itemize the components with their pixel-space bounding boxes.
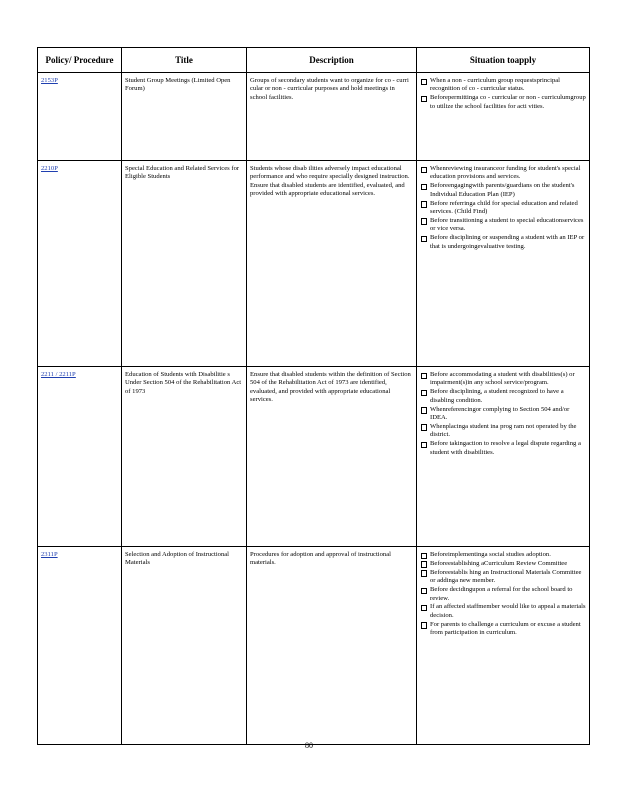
title-cell bbox=[122, 161, 247, 367]
checkbox-bullet-icon bbox=[421, 236, 427, 243]
list-item: Before disciplining or suspending a student with an IEP or that is undergoingevaluative testing. bbox=[420, 234, 586, 251]
description-cell bbox=[247, 367, 417, 547]
list-item: Whenreviewing insuranceor funding for student's special education provisions and services. bbox=[420, 165, 586, 182]
list-item: Beforeestablishing aCurriculum Review Committee bbox=[420, 560, 586, 568]
table-row bbox=[38, 367, 590, 547]
checkbox-bullet-icon bbox=[421, 588, 427, 595]
list-item: Whenplacinga student ina prog ram not operated by the district. bbox=[420, 423, 586, 440]
list-item: Before accommodating a student with disabilities(s) or impairment(s)in any school service/program. bbox=[420, 371, 586, 388]
description-text: Ensure that disabled students are identified, evaluated, and provided with appropriate educational services. bbox=[250, 181, 405, 198]
description-text: Ensure that disabled students within the definition of Section 504 of the Rehabilitation Act of 1973 are identified, evaluated, and provided with appropriate educational services. bbox=[250, 371, 411, 404]
policy-link[interactable]: 2211 bbox=[41, 371, 54, 378]
list-item: Beforeengagingwith parents/guardians on the student's Individual Education Plan (IEP) bbox=[420, 182, 586, 199]
description-text: Procedures for adoption and approval of instructional materials. bbox=[250, 551, 391, 567]
description-text: Groups of secondary students want to organize for co - curri cular or non - curricular purposes and hold meetings in school facilities. bbox=[250, 77, 409, 101]
list-item: For parents to challenge a curriculum or excuse a student from participation in curriculum. bbox=[420, 621, 586, 638]
situation-cell bbox=[417, 367, 590, 547]
policy-link[interactable]: 2153P bbox=[41, 77, 58, 84]
description-cell bbox=[247, 73, 417, 161]
policy-cell bbox=[38, 161, 122, 367]
list-item: Before transitioning a student to special educationservices or vice versa. bbox=[420, 217, 586, 234]
title-cell bbox=[122, 547, 247, 745]
page-number: 80 bbox=[305, 741, 313, 750]
checkbox-bullet-icon bbox=[421, 167, 427, 174]
list-item: Beforepermittinga co - curricular or non - curriculumgroup to utilize the school facilities for acti vities. bbox=[420, 94, 586, 111]
checkbox-bullet-icon bbox=[421, 424, 427, 431]
checkbox-bullet-icon bbox=[421, 218, 427, 225]
title-text: Selection and Adoption of Instructional Materials bbox=[125, 551, 230, 567]
list-item: When a non - curriculum group requestsprincipal recognition of co - curricular status. bbox=[420, 77, 586, 94]
situation-cell bbox=[417, 161, 590, 367]
title-cell bbox=[122, 73, 247, 161]
policy-cell bbox=[38, 73, 122, 161]
table-row bbox=[38, 161, 590, 367]
policy-link[interactable]: 2210P bbox=[41, 165, 58, 172]
list-item: Before referringa child for special education and related services. (Child Find) bbox=[420, 200, 586, 217]
policy-cell bbox=[38, 547, 122, 745]
checkbox-bullet-icon bbox=[421, 553, 427, 560]
list-item: Beforeimplementinga social studies adoption. bbox=[420, 551, 586, 559]
header-title: Title bbox=[122, 48, 247, 73]
situation-list bbox=[420, 77, 586, 111]
table-row bbox=[38, 547, 590, 745]
title-text: Special Education and Related Services for Eligible Students bbox=[125, 165, 240, 181]
title-text: Education of Students with Disabilitie s Under Section 504 of the Rehabilitation Act of 1973 bbox=[125, 371, 242, 395]
description-cell bbox=[247, 547, 417, 745]
policy-cell: 2211 / 2211P bbox=[38, 367, 122, 547]
checkbox-bullet-icon bbox=[421, 79, 427, 86]
checkbox-bullet-icon bbox=[421, 570, 427, 577]
situation-list bbox=[420, 551, 586, 638]
checkbox-bullet-icon bbox=[421, 442, 427, 449]
header-description: Description bbox=[247, 48, 417, 73]
checkbox-bullet-icon bbox=[421, 373, 427, 380]
policy-link[interactable]: 2311P bbox=[41, 551, 58, 558]
header-policy: Policy/ Procedure bbox=[38, 48, 122, 73]
description-cell bbox=[247, 161, 417, 367]
list-item: Before decidingupon a referral for the school board to review. bbox=[420, 586, 586, 603]
checkbox-bullet-icon bbox=[421, 407, 427, 414]
situation-list bbox=[420, 371, 586, 457]
table-row bbox=[38, 73, 590, 161]
situation-cell bbox=[417, 73, 590, 161]
list-item: Before takingaction to resolve a legal dispute regarding a student with disabilities. bbox=[420, 440, 586, 457]
list-item: Beforeestablis hing an Instructional Materials Committee or addinga new member. bbox=[420, 569, 586, 586]
checkbox-bullet-icon bbox=[421, 184, 427, 191]
checkbox-bullet-icon bbox=[421, 390, 427, 397]
situation-cell bbox=[417, 547, 590, 745]
list-item: Before disciplining, a student recognized to have a disabling condition. bbox=[420, 388, 586, 405]
checkbox-bullet-icon bbox=[421, 201, 427, 208]
checkbox-bullet-icon bbox=[421, 605, 427, 612]
title-cell bbox=[122, 367, 247, 547]
header-situation: Situation toapply bbox=[417, 48, 590, 73]
policy-link[interactable]: 2211P bbox=[59, 371, 76, 378]
checkbox-bullet-icon bbox=[421, 96, 427, 103]
checkbox-bullet-icon bbox=[421, 622, 427, 629]
checkbox-bullet-icon bbox=[421, 561, 427, 568]
list-item: If an affected staffmember would like to appeal a materials decision. bbox=[420, 603, 586, 620]
title-text: Student Group Meetings (Limited Open Forum) bbox=[125, 77, 231, 93]
list-item: Whenreferencingor complying to Section 504 and/or IDEA. bbox=[420, 406, 586, 423]
policy-table bbox=[37, 47, 590, 745]
situation-list bbox=[420, 165, 586, 251]
header-row bbox=[38, 48, 590, 73]
description-text: Students whose disab ilities adversely impact educational performance and who require specially designed instruction. bbox=[250, 165, 410, 181]
